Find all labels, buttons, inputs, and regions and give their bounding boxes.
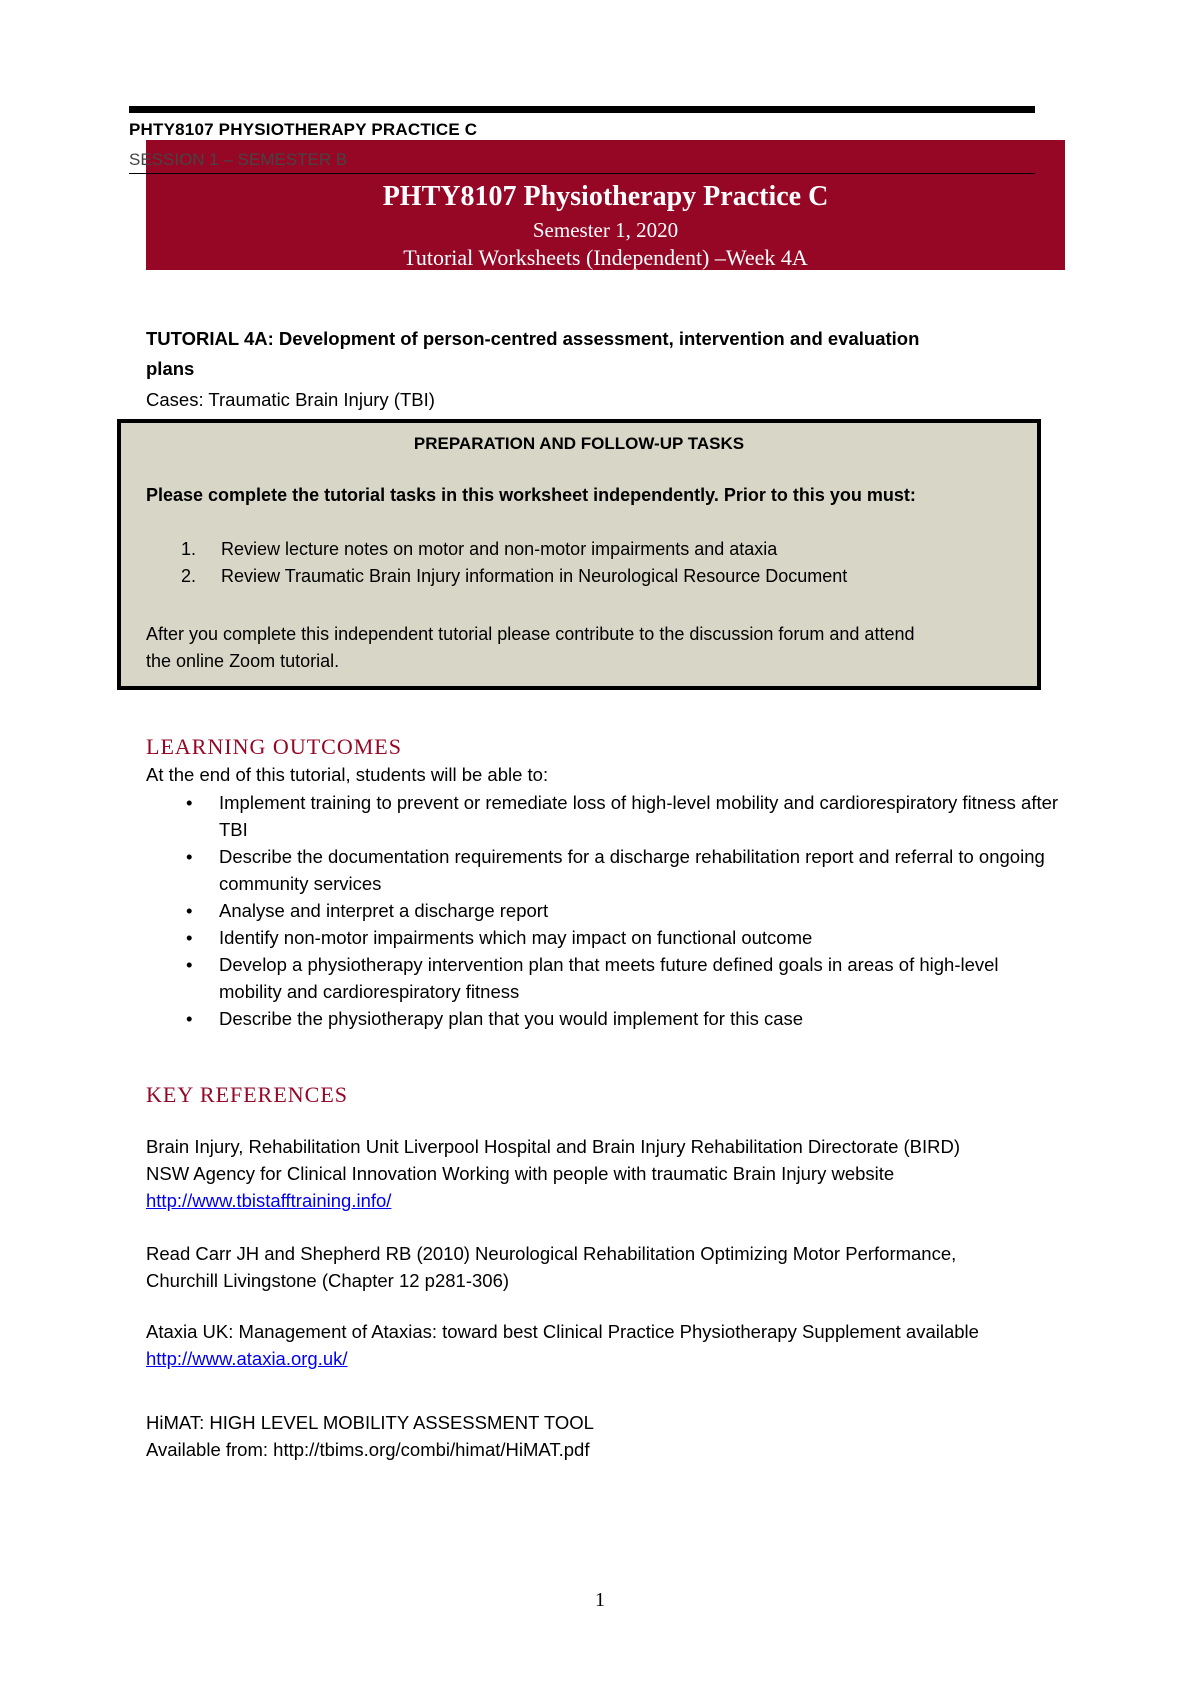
- reference-ataxia-uk: [146, 1318, 979, 1372]
- bullet-icon: •: [186, 900, 193, 921]
- reference-text: Brain Injury, Rehabilitation Unit Liverpool Hospital and Brain Injury Rehabilitation Directorate (BIRD): [146, 1136, 961, 1157]
- bullet-icon: •: [186, 1008, 193, 1029]
- outcome-text: Describe the documentation requirements for a discharge rehabilitation report and referral to ongoing community services: [219, 846, 1045, 894]
- reference-himat: [146, 1409, 594, 1463]
- item-text: Review lecture notes on motor and non-motor impairments and ataxia: [221, 539, 778, 559]
- item-number: 1.: [181, 539, 197, 559]
- reference-text: Ataxia UK: Management of Ataxias: toward best Clinical Practice Physiotherapy Supplement available: [146, 1321, 979, 1342]
- cases-line: Cases: Traumatic Brain Injury (TBI): [146, 389, 435, 410]
- preparation-title: PREPARATION AND FOLLOW-UP TASKS: [413, 434, 745, 453]
- reference-text: HiMAT: HIGH LEVEL MOBILITY ASSESSMENT TOOL: [146, 1412, 594, 1433]
- reference-text: Available from: http://tbims.org/combi/himat/HiMAT.pdf: [146, 1439, 590, 1460]
- list-item: [146, 789, 1066, 843]
- reference-bird: [146, 1133, 960, 1214]
- preparation-followup-cont: the online Zoom tutorial.: [146, 651, 340, 671]
- banner-title: PHTY8107 Physiotherapy Practice C: [382, 181, 829, 212]
- tbistafftraining-link[interactable]: http://www.tbistafftraining.info/: [146, 1190, 392, 1211]
- bullet-icon: •: [186, 954, 193, 975]
- learning-outcomes-list: [146, 789, 1066, 1032]
- learning-outcomes-intro: At the end of this tutorial, students will be able to:: [146, 764, 549, 785]
- bullet-icon: •: [186, 846, 193, 867]
- running-header-session: SESSION 1 – SEMESTER B: [129, 150, 348, 169]
- outcome-text: Describe the physiotherapy plan that you would implement for this case: [219, 1008, 804, 1029]
- header-divider: [129, 173, 1035, 174]
- preparation-intro: Please complete the tutorial tasks in this worksheet independently. Prior to this you must:: [146, 485, 916, 505]
- banner-semester: Semester 1, 2020: [532, 218, 679, 242]
- outcome-text: Identify non-motor impairments which may impact on functional outcome: [219, 927, 813, 948]
- ataxia-link[interactable]: http://www.ataxia.org.uk/: [146, 1348, 348, 1369]
- list-item: [146, 1005, 1066, 1032]
- reference-text: NSW Agency for Clinical Innovation Working with people with traumatic Brain Injury website: [146, 1163, 895, 1184]
- item-number: 2.: [181, 566, 197, 586]
- preparation-followup: After you complete this independent tutorial please contribute to the discussion forum and attend: [146, 624, 915, 644]
- banner-worksheet-title: Tutorial Worksheets (Independent) –Week 4A: [403, 245, 808, 270]
- key-references-heading: KEY REFERENCES: [146, 1082, 349, 1107]
- page-number: 1: [595, 1589, 605, 1611]
- preparation-box: [117, 419, 1041, 690]
- list-item: [146, 924, 1066, 951]
- list-item: [146, 897, 1066, 924]
- learning-outcomes-heading: LEARNING OUTCOMES: [146, 734, 402, 759]
- outcome-text: Develop a physiotherapy intervention plan that meets future defined goals in areas of high-level mobility and cardiorespiratory fitness: [219, 954, 999, 1002]
- running-header-course: PHTY8107 PHYSIOTHERAPY PRACTICE C: [129, 120, 478, 139]
- reference-carr-shepherd: [146, 1240, 956, 1294]
- preparation-item: [181, 539, 777, 560]
- preparation-item: [181, 566, 847, 587]
- reference-text: Churchill Livingstone (Chapter 12 p281-306): [146, 1270, 510, 1291]
- outcome-text: Implement training to prevent or remediate loss of high-level mobility and cardiorespiratory fitness after TBI: [219, 792, 1059, 840]
- item-text: Review Traumatic Brain Injury information in Neurological Resource Document: [221, 566, 848, 586]
- bullet-icon: •: [186, 792, 193, 813]
- list-item: [146, 951, 1066, 1005]
- tutorial-heading: TUTORIAL 4A: Development of person-centred assessment, intervention and evaluation: [146, 328, 920, 349]
- reference-text: Read Carr JH and Shepherd RB (2010) Neurological Rehabilitation Optimizing Motor Performance,: [146, 1243, 957, 1264]
- outcome-text: Analyse and interpret a discharge report: [219, 900, 549, 921]
- list-item: [146, 843, 1066, 897]
- header-top-rule: [129, 106, 1035, 113]
- tutorial-heading-cont: plans: [146, 358, 195, 379]
- bullet-icon: •: [186, 927, 193, 948]
